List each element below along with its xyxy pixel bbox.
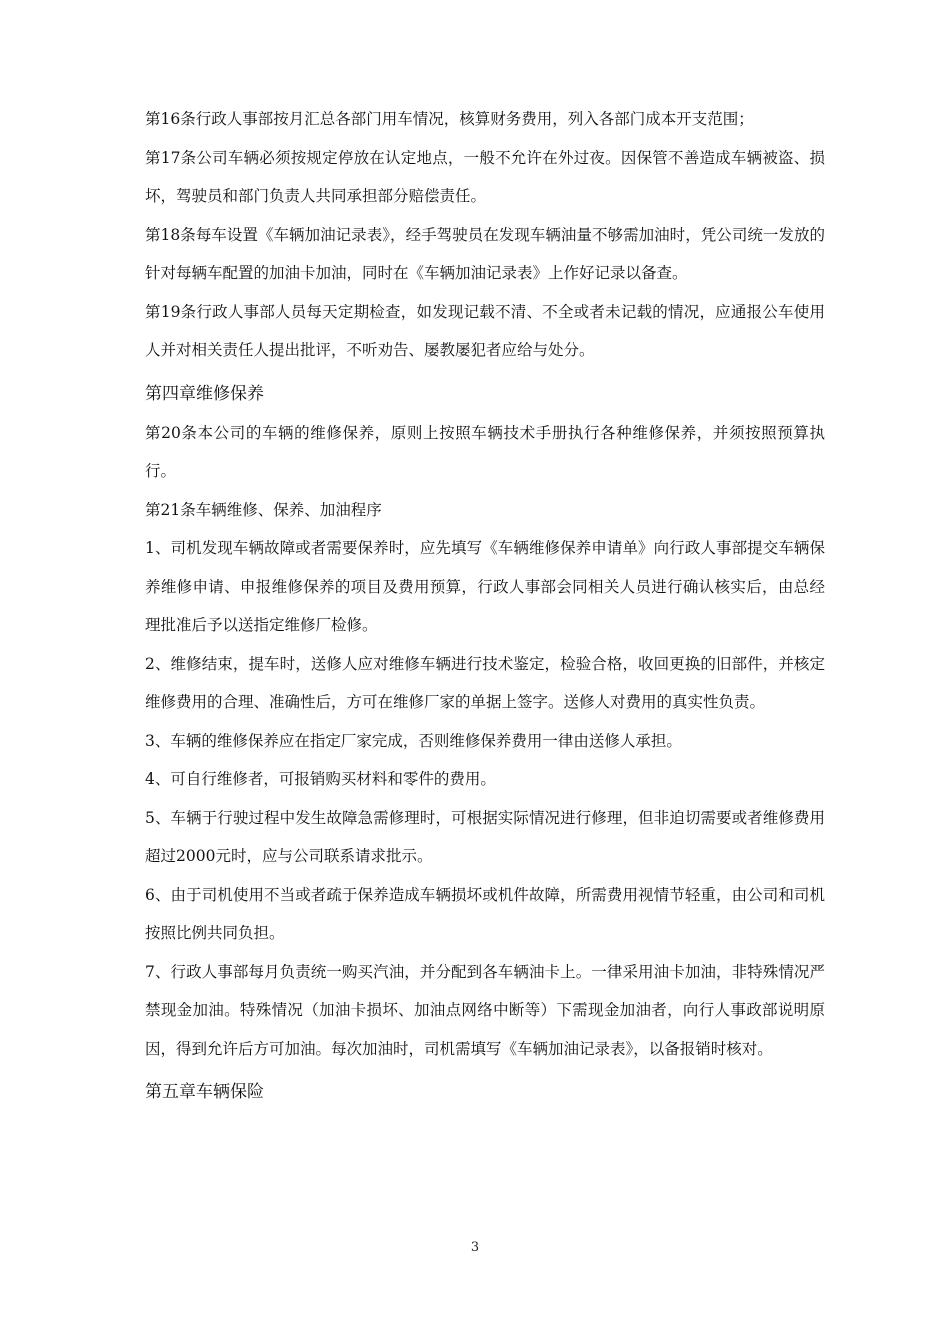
chapter-4-heading: 第四章维修保养 — [145, 383, 264, 404]
procedure-item-4: 4、可自行维修者，可报销购买材料和零件的费用。 — [145, 770, 496, 788]
procedure-item-1: 1、司机发现车辆故障或者需要保养时，应先填写《车辆维修保养申请单》向行政人事部提交车辆保养维修申请、申报维修保养的项目及费用预算，行政人事部会同相关人员进行确认核实后，由总经理批准后予以送指定维修厂检修。 — [145, 539, 825, 634]
article-21: 第21条车辆维修、保养、加油程序 — [145, 500, 382, 519]
page-number: 3 — [470, 1240, 480, 1255]
article-20: 第20条本公司的车辆的维修保养，原则上按照车辆技术手册执行各种维修保养，并须按照预算执行。 — [145, 423, 825, 480]
chapter-5-heading: 第五章车辆保险 — [145, 1082, 264, 1102]
article-19: 第19条行政人事部人员每天定期检查，如发现记载不清、不全或者未记载的情况，应通报公车使用人并对相关责任人提出批评，不听劝告、屡教屡犯者应给与处分。 — [145, 302, 825, 359]
procedure-item-7: 7、行政人事部每月负责统一购买汽油，并分配到各车辆油卡上。一律采用油卡加油，非特殊情况严禁现金加油。特殊情况（加油卡损坏、加油点网络中断等）下需现金加油者，向行人事政部说明原因，得到允许后方可加油。每次加油时，司机需填写《车辆加油记录表》，以备报销时核对。 — [145, 962, 825, 1058]
procedure-item-3: 3、车辆的维修保养应在指定厂家完成，否则维修保养费用一律由送修人承担。 — [145, 731, 682, 750]
article-16: 第16条行政人事部按月汇总各部门用车情况，核算财务费用，列入各部门成本开支范围； — [145, 110, 754, 128]
procedure-item-6: 6、由于司机使用不当或者疏于保养造成车辆损坏或机件故障，所需费用视情节轻重，由公司和司机按照比例共同负担。 — [145, 885, 825, 942]
article-17: 第17条公司车辆必须按规定停放在认定地点，一般不允许在外过夜。因保管不善造成车辆被盗、损坏，驾驶员和部门负责人共同承担部分赔偿责任。 — [145, 148, 825, 205]
procedure-item-2: 2、维修结束，提车时，送修人应对维修车辆进行技术鉴定，检验合格，收回更换的旧部件，并核定维修费用的合理、准确性后，方可在维修厂家的单据上签字。送修人对费用的真实性负责。 — [145, 654, 825, 711]
article-18: 第18条每车设置《车辆加油记录表》，经手驾驶员在发现车辆油量不够需加油时，凭公司统一发放的针对每辆车配置的加油卡加油，同时在《车辆加油记录表》上作好记录以备查。 — [145, 225, 825, 282]
document-body — [145, 100, 825, 1112]
procedure-item-5: 5、车辆于行驶过程中发生故障急需修理时，可根据实际情况进行修理，但非迫切需要或者维修费用超过2000元时，应与公司联系请求批示。 — [145, 808, 825, 865]
